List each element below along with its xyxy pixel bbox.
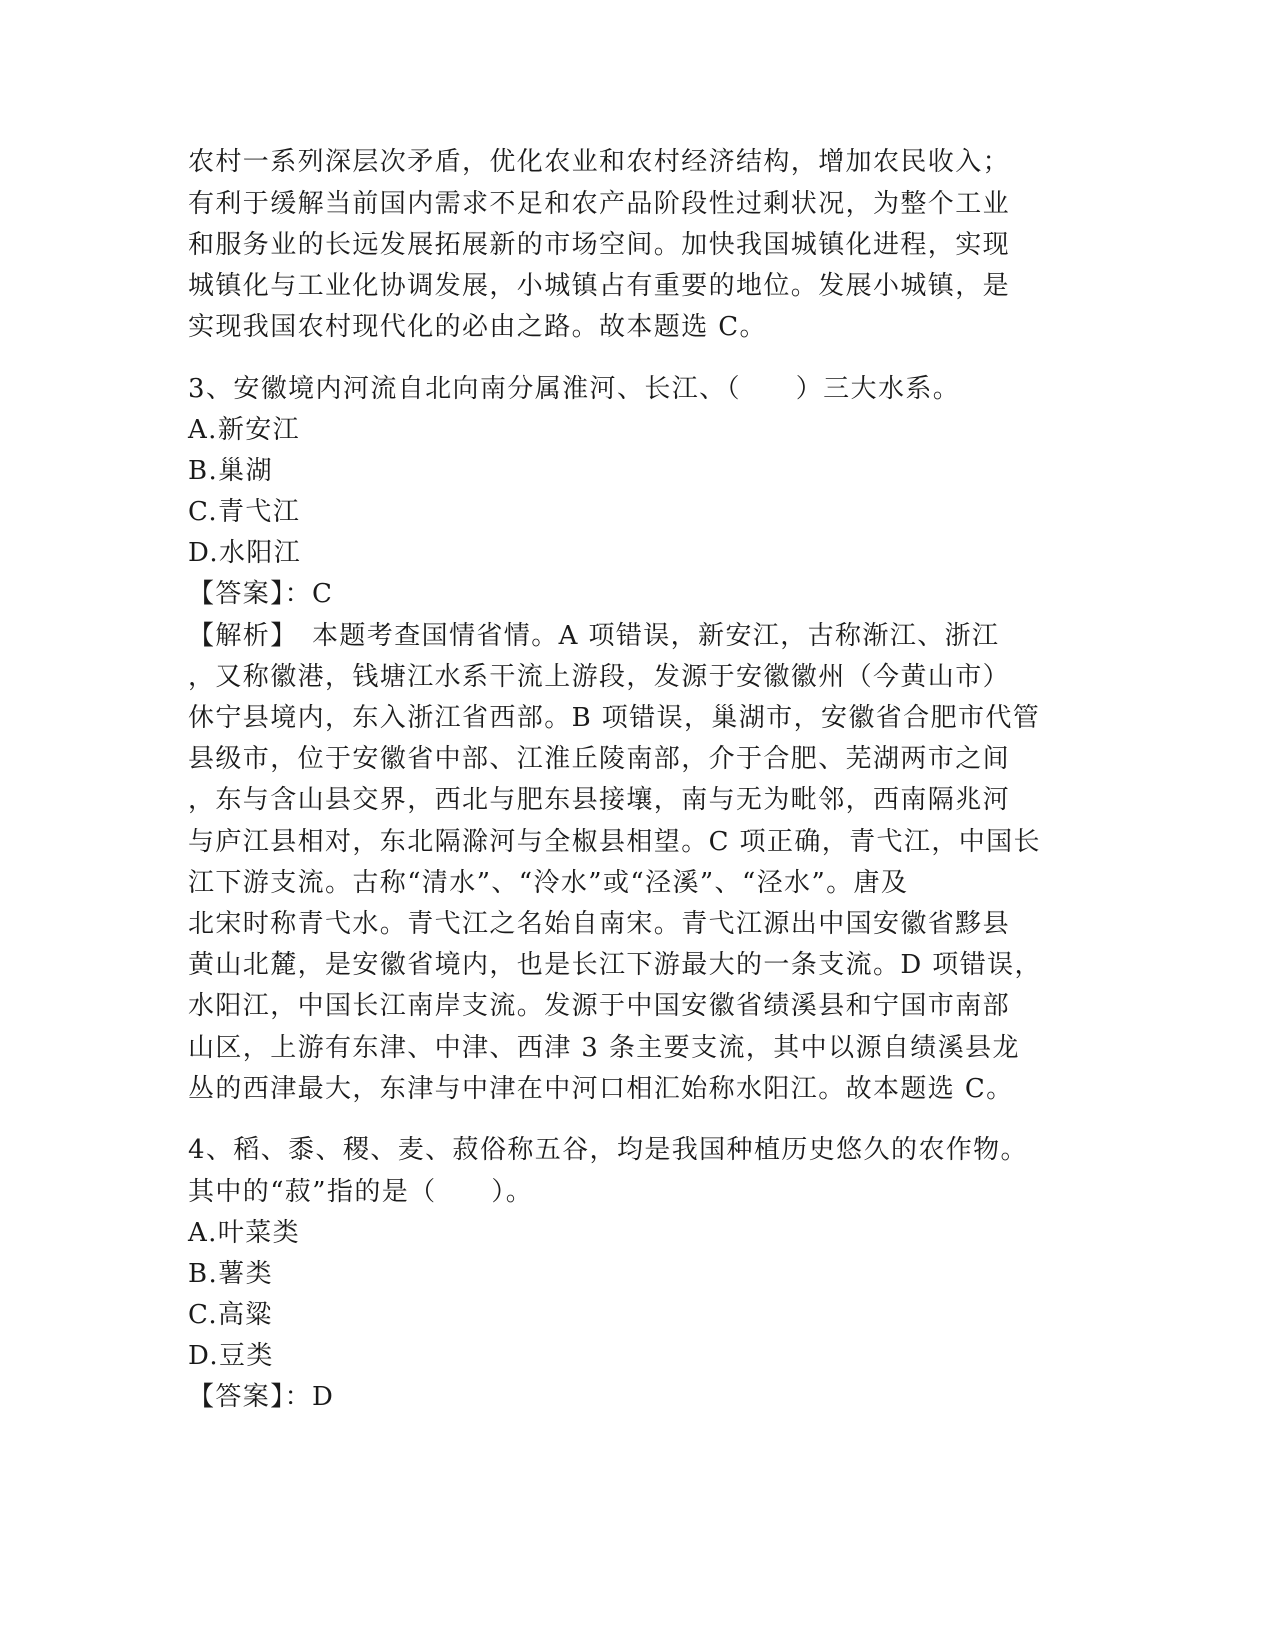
text-line: 有利于缓解当前国内需求不足和农产品阶段性过剩状况，为整个工业 — [188, 189, 1011, 219]
question-3-option-d: D.水阳江 — [188, 538, 302, 568]
question-4-option-b: B.薯类 — [188, 1259, 273, 1289]
question-4-stem: 其中的“菽”指的是（ ）。 — [188, 1177, 534, 1207]
question-3-analysis-line: 山区，上游有东津、中津、西津 3 条主要支流，其中以源自绩溪县龙 — [188, 1033, 1020, 1063]
text-line: 农村一系列深层次矛盾，优化农业和农村经济结构，增加农民收入； — [188, 147, 1011, 177]
question-3-answer: 【答案】：C — [188, 579, 334, 609]
question-4-option-c: C.高粱 — [188, 1300, 273, 1330]
question-3-analysis-line: 水阳江，中国长江南岸支流。发源于中国安徽省绩溪县和宁国市南部 — [188, 991, 1011, 1021]
question-3-stem: 3、安徽境内河流自北向南分属淮河、长江、（ ）三大水系。 — [188, 374, 961, 404]
question-3-analysis-line: 江下游支流。古称“清水”、“泠水”或“泾溪”、“泾水”。唐及 — [188, 868, 909, 898]
question-4-stem: 4、稻、黍、稷、麦、菽俗称五谷，均是我国种植历史悠久的农作物。 — [188, 1135, 1028, 1165]
question-3-option-c: C.青弋江 — [188, 497, 301, 527]
question-3-analysis-line: 【解析】 本题考查国情省情。A 项错误，新安江，古称渐江、浙江 — [188, 621, 1000, 651]
question-3-analysis-line: ，又称徽港，钱塘江水系干流上游段，发源于安徽徽州（今黄山市） — [188, 662, 1011, 692]
text-line: 和服务业的长远发展拓展新的市场空间。加快我国城镇化进程，实现 — [188, 230, 1011, 260]
question-3-analysis-line: 丛的西津最大，东津与中津在中河口相汇始称水阳江。故本题选 C。 — [188, 1074, 1014, 1104]
question-3-analysis-line: ，东与含山县交界，西北与肥东县接壤，南与无为毗邻，西南隔兆河 — [188, 785, 1011, 815]
question-4-option-a: A.叶菜类 — [188, 1218, 301, 1248]
question-3-option-a: A.新安江 — [188, 415, 301, 445]
question-3-analysis-line: 黄山北麓，是安徽省境内，也是长江下游最大的一条支流。D 项错误， — [188, 950, 1042, 980]
question-3-analysis-line: 县级市，位于安徽省中部、江淮丘陵南部，介于合肥、芜湖两市之间 — [188, 744, 1011, 774]
question-4-answer: 【答案】：D — [188, 1382, 335, 1412]
question-4-option-d: D.豆类 — [188, 1341, 274, 1371]
question-3-analysis-line: 北宋时称青弋水。青弋江之名始自南宋。青弋江源出中国安徽省黟县 — [188, 909, 1011, 939]
text-line: 城镇化与工业化协调发展，小城镇占有重要的地位。发展小城镇，是 — [188, 271, 1011, 301]
question-3-analysis-line: 与庐江县相对，东北隔滁河与全椒县相望。C 项正确，青弋江，中国长 — [188, 827, 1041, 857]
text-line: 实现我国农村现代化的必由之路。故本题选 C。 — [188, 312, 767, 342]
question-3-option-b: B.巢湖 — [188, 456, 273, 486]
question-3-analysis-line: 休宁县境内，东入浙江省西部。B 项错误，巢湖市，安徽省合肥市代管 — [188, 703, 1041, 733]
